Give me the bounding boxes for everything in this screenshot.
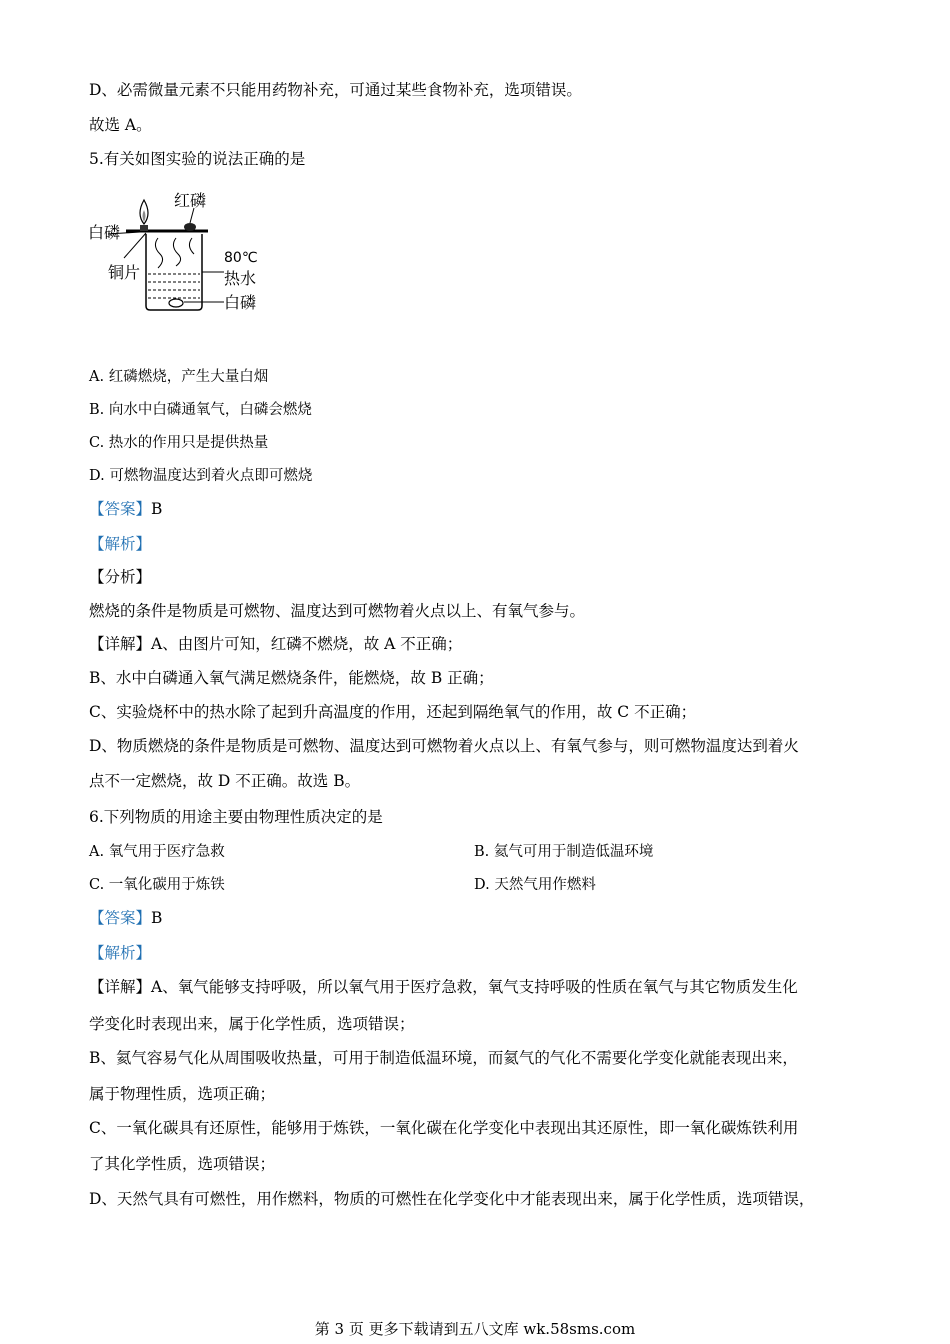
text-line: 故选 A。 — [89, 116, 152, 134]
text-line: B、水中白磷通入氧气满足燃烧条件，能燃烧，故 B 正确； — [89, 669, 494, 687]
label-copper-sheet: 铜片 — [108, 263, 141, 282]
answer-tag: 【答案】 — [89, 500, 152, 518]
q6-option-b: B. 氦气可用于制造低温环境 — [474, 844, 654, 860]
label-hot-water: 热水 — [224, 269, 257, 288]
text-line: 【详解】A、氧气能够支持呼吸，所以氧气用于医疗急救，氧气支持呼吸的性质在氧气与其它物质发生化 — [89, 978, 798, 996]
q5-option-d: D. 可燃物温度达到着火点即可燃烧 — [89, 468, 313, 484]
q6-analysis-tag: 【解析】 — [89, 944, 152, 962]
text-line: 学变化时表现出来，属于化学性质，选项错误； — [89, 1015, 415, 1033]
text-line: D、天然气具有可燃性，用作燃料，物质的可燃性在化学变化中才能表现出来，属于化学性质，选项错误， — [89, 1190, 815, 1208]
q5-analysis-tag: 【解析】 — [89, 535, 152, 553]
experiment-figure — [86, 186, 266, 318]
question-6-title: 6.下列物质的用途主要由物理性质决定的是 — [89, 808, 383, 826]
q6-answer — [89, 908, 162, 928]
q6-option-d: D. 天然气用作燃料 — [474, 877, 596, 893]
answer-value: B — [151, 500, 163, 518]
q5-option-b: B. 向水中白磷通氧气，白磷会燃烧 — [89, 402, 312, 418]
page-footer: 第 3 页 更多下载请到五八文库 wk.58sms.com — [314, 1320, 636, 1338]
text-line: D、物质燃烧的条件是物质是可燃物、温度达到可燃物着火点以上、有氧气参与，则可燃物温度达到着火 — [89, 737, 799, 755]
label-temperature: 80℃ — [224, 250, 258, 266]
text-line: C、实验烧杯中的热水除了起到升高温度的作用，还起到隔绝氧气的作用，故 C 不正确； — [89, 703, 697, 721]
text-line: 【详解】A、由图片可知，红磷不燃烧，故 A 不正确； — [89, 635, 463, 653]
white-phosphorus-water — [169, 299, 183, 307]
label-white-phosphorus-bottom: 白磷 — [224, 293, 257, 312]
text-line: 属于物理性质，选项正确； — [89, 1085, 276, 1103]
text-line: D、必需微量元素不只能用药物补充，可通过某些食物补充，选项错误。 — [89, 81, 582, 99]
text-line: 燃烧的条件是物质是可燃物、温度达到可燃物着火点以上、有氧气参与。 — [89, 602, 586, 620]
red-phosphorus — [184, 223, 196, 231]
q5-option-a: A. 红磷燃烧，产生大量白烟 — [89, 369, 269, 385]
answer-value: B — [151, 909, 163, 927]
text-line: C、一氧化碳具有还原性，能够用于炼铁，一氧化碳在化学变化中表现出其还原性，即一氧化碳炼铁利用 — [89, 1119, 799, 1137]
q6-option-c: C. 一氧化碳用于炼铁 — [89, 877, 225, 893]
answer-tag: 【答案】 — [89, 909, 152, 927]
q5-fenxi-tag: 【分析】 — [89, 568, 152, 586]
q5-answer — [89, 499, 162, 519]
text-line: 了其化学性质，选项错误； — [89, 1155, 276, 1173]
label-white-phosphorus-top: 白磷 — [88, 223, 121, 242]
white-phosphorus-copper — [140, 225, 148, 231]
question-5-title: 5.有关如图实验的说法正确的是 — [89, 150, 306, 168]
q5-option-c: C. 热水的作用只是提供热量 — [89, 435, 269, 451]
label-red-phosphorus: 红磷 — [174, 191, 207, 210]
text-line: B、氦气容易气化从周围吸收热量，可用于制造低温环境，而氦气的气化不需要化学变化就能表现出来， — [89, 1049, 798, 1067]
text-line: 点不一定燃烧，故 D 不正确。故选 B。 — [89, 772, 361, 790]
q6-option-a: A. 氧气用于医疗急救 — [89, 844, 225, 860]
